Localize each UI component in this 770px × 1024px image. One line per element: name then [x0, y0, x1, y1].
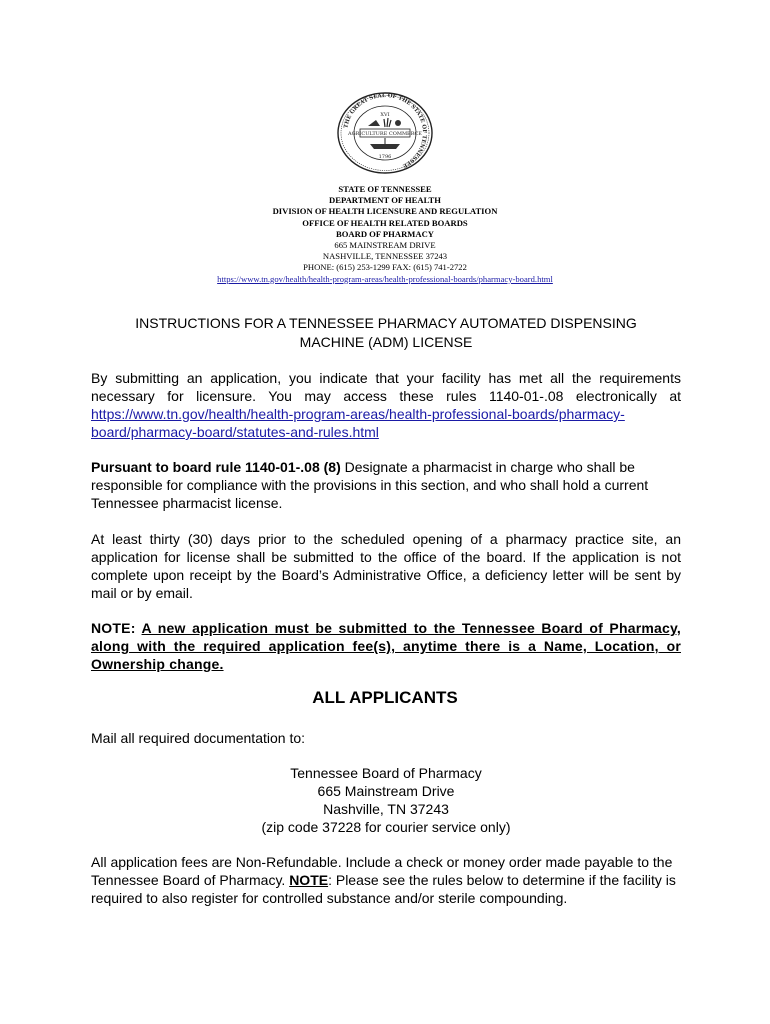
mailing-address	[91, 764, 681, 836]
timing-paragraph: At least thirty (30) days prior to the scheduled opening of a pharmacy practice site, an application for license shall be submitted to the office of the board. If the application is not complete upon receipt by the Board’s Administrative Office, a deficiency letter will be sent by mail or by email.	[91, 531, 681, 601]
note-label: NOTE	[91, 620, 131, 636]
letterhead-board: BOARD OF PHARMACY	[335, 228, 435, 239]
state-seal-logo	[336, 92, 434, 174]
title-line-1: INSTRUCTIONS FOR A TENNESSEE PHARMACY AUTOMATED DISPENSING	[135, 315, 637, 331]
page-title	[91, 314, 681, 351]
letterhead-department: DEPARTMENT OF HEALTH	[329, 195, 441, 206]
rule-text: Designate a pharmacist in charge who shall be responsible for compliance with the provisions in this section, and who shall hold a current Tennessee pharmacist license.	[91, 459, 649, 511]
fees-note-label: NOTE	[289, 872, 329, 888]
rule-paragraph	[91, 458, 681, 512]
rule-citation: Pursuant to board rule 1140-01-.08 (8)	[91, 459, 341, 475]
note-colon: :	[130, 620, 136, 636]
seal-numeral: XVI	[380, 112, 390, 118]
seal-year: 1796	[378, 154, 392, 160]
letterhead	[0, 184, 770, 285]
letterhead-division: DIVISION OF HEALTH LICENSURE AND REGULATION	[272, 206, 498, 217]
letterhead-address-street: 665 MAINSTREAM DRIVE	[334, 240, 436, 251]
letterhead-address-city: NASHVILLE, TENNESSEE 37243	[322, 251, 448, 262]
seal-band-text: AGRICULTURE COMMERCE	[348, 131, 422, 137]
intro-paragraph	[91, 369, 681, 441]
title-line-2: MACHINE (ADM) LICENSE	[299, 333, 473, 350]
section-heading: ALL APPLICANTS	[312, 688, 458, 707]
fees-text-1: All application fees are Non-Refundable. Include a check or money order made payable to the Tennessee Board of Pharmacy.	[91, 854, 673, 888]
address-line-1: Tennessee Board of Pharmacy	[290, 765, 482, 781]
fees-text-2: : Please see the rules below to determine if the facility is required to also register for controlled substance and/or sterile compounding.	[91, 872, 676, 906]
note-paragraph	[91, 619, 681, 673]
rules-link[interactable]: https://www.tn.gov/health/health-program-areas/health-professional-boards/pharmacy-board/pharmacy-board/statutes-and-rules.html	[91, 406, 625, 440]
address-line-4: (zip code 37228 for courier service only)	[261, 819, 511, 835]
note-text: A new application must be submitted to the Tennessee Board of Pharmacy, along with the required application fee(s), anytime there is a Name, Location, or Ownership change.	[91, 620, 681, 672]
address-line-2: 665 Mainstream Drive	[317, 783, 455, 799]
fees-paragraph	[91, 853, 681, 907]
letterhead-website-link[interactable]: https://www.tn.gov/health/health-program-areas/health-professional-boards/pharmacy-board.html	[217, 273, 553, 284]
address-line-3: Nashville, TN 37243	[323, 801, 449, 817]
letterhead-state: STATE OF TENNESSEE	[338, 184, 432, 194]
letterhead-phone: PHONE: (615) 253-1299 FAX: (615) 741-2722	[303, 262, 467, 273]
mail-intro: Mail all required documentation to:	[91, 730, 306, 746]
letterhead-office: OFFICE OF HEALTH RELATED BOARDS	[302, 217, 468, 228]
intro-text: By submitting an application, you indicate that your facility has met all the requirements necessary for licensure. You may access these rules 1140-01-.08 electronically at	[91, 370, 681, 404]
seal-ring-text: THE GREAT SEAL OF THE STATE OF TENNESSEE	[343, 92, 428, 169]
